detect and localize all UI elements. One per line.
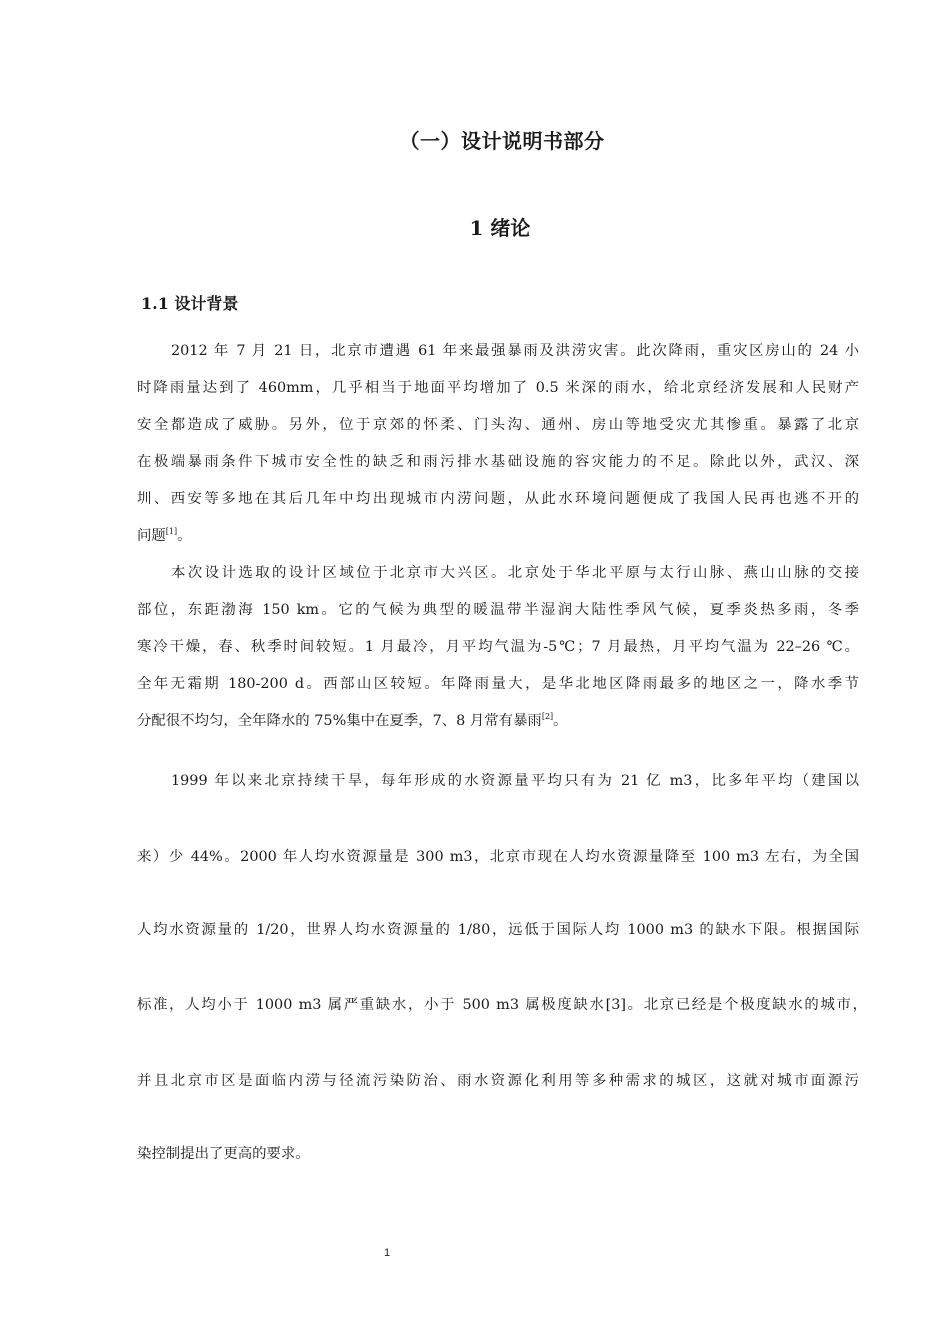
paragraph-line: 安全都造成了威胁。另外，位于京郊的怀柔、门头沟、通州、房山等地受灾尤其惨重。暴露了北京 [137,417,859,433]
section-title: 1.1 设计背景 [141,294,239,313]
page-number: 1 [383,1247,391,1259]
paragraph-end: 。 [177,528,192,544]
paragraph-line: 标准，人均小于 1000 m3 属严重缺水，小于 500 m3 属极度缺水[3]。北京已经是个极度缺水的城市， [137,997,867,1013]
paragraph-line: 圳、西安等多地在其后几年中均出现城市内涝问题，从此水环境问题便成了我国人民再也逃不开的 [137,491,859,507]
paragraph-line: 本次设计选取的设计区域位于北京市大兴区。北京处于华北平原与太行山脉、燕山山脉的交接 [171,565,859,581]
paragraph-line: 寒冷干燥，春、秋季时间较短。1 月最冷，月平均气温为-5℃；7 月最热，月平均气温为 22–26 ℃。 [137,639,859,655]
paragraph-text: 问题 [137,528,166,544]
paragraph-line: 染控制提出了更高的要求。 [137,1146,310,1162]
paragraph-end: 。 [553,713,568,729]
paragraph-line: 人均水资源量的 1/20，世界人均水资源量的 1/80，远低于国际人均 1000 m3 的缺水下限。根据国际 [137,922,859,938]
paragraph-line: 在极端暴雨条件下城市安全性的缺乏和雨污排水基础设施的容灾能力的不足。除此以外，武汉、深 [137,454,859,470]
part-title: （一）设计说明书部分 [399,129,605,153]
paragraph-line: 部位，东距渤海 150 km。它的气候为典型的暖温带半湿润大陆性季风气候，夏季炎热多雨，冬季 [137,602,859,618]
paragraph-line: 时降雨量达到了 460mm，几乎相当于地面平均增加了 0.5 米深的雨水，给北京经济发展和人民财产 [137,380,859,396]
chapter-title: 1 绪论 [469,216,531,240]
citation-ref: [2] [541,712,554,721]
paragraph-line: 全年无霜期 180-200 d。西部山区较短。年降雨量大，是华北地区降雨最多的地区之一，降水季节 [137,676,859,692]
paragraph-line: 2012 年 7 月 21 日，北京市遭遇 61 年来最强暴雨及洪涝灾害。此次降雨，重灾区房山的 24 小 [171,343,859,359]
paragraph-line [137,711,568,731]
paragraph-line: 1999 年以来北京持续干旱，每年形成的水资源量平均只有为 21 亿 m3，比多年平均（建国以 [171,773,859,789]
paragraph-text: 分配很不均匀，全年降水的 75%集中在夏季，7、8 月常有暴雨 [137,713,542,729]
citation-ref: [1] [165,527,178,536]
paragraph-line: 并且北京市区是面临内涝与径流污染防治、雨水资源化利用等多种需求的城区，这就对城市面源污 [137,1073,859,1089]
paragraph-line [137,526,192,546]
paragraph-line: 来）少 44%。2000 年人均水资源量是 300 m3，北京市现在人均水资源量降至 100 m3 左右，为全国 [137,849,859,865]
